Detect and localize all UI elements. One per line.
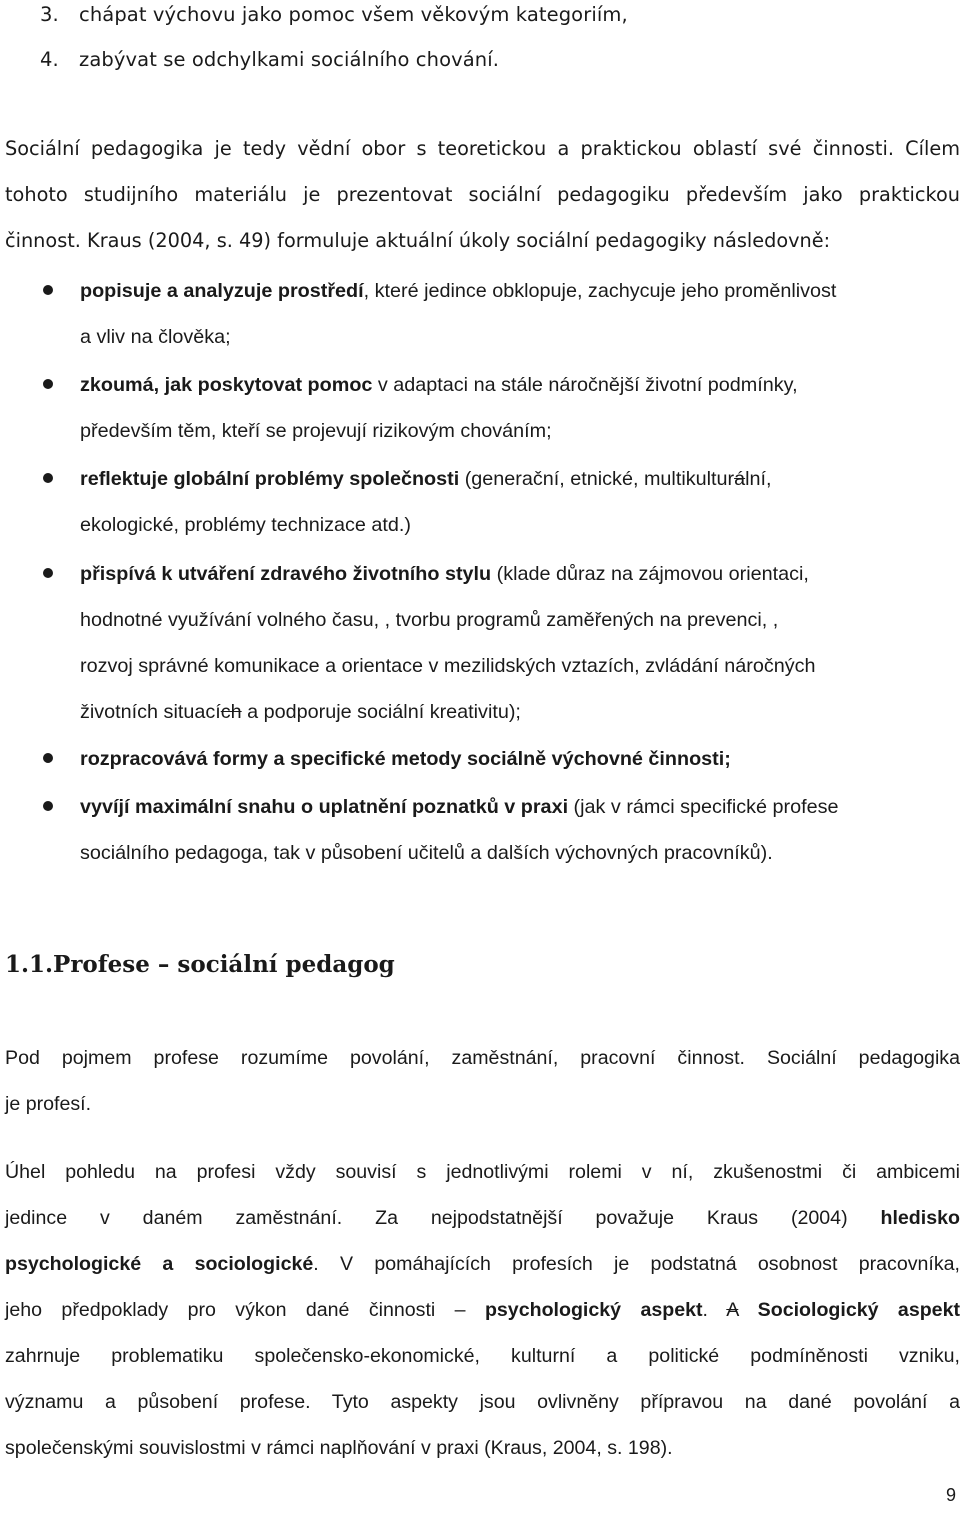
- bullet-icon: [43, 473, 53, 483]
- bullet-text: rozvoj správné komunikace a orientace v mezilidských vztazích, zvládání náročných: [80, 655, 816, 677]
- bullet-text: a podporuje sociální kreativitu);: [241, 701, 521, 723]
- bullet-text: (generační, etnické, multikultur: [459, 468, 735, 490]
- list-item: [40, 48, 499, 71]
- list-text: zabývat se odchylkami sociálního chování.: [79, 48, 500, 71]
- text-line: významu a působení profese. Tyto aspekty jsou ovlivněny přípravou na dané povolání a: [5, 1391, 960, 1413]
- bullet-text: především těm, kteří se projevují rizikovým chováním;: [80, 420, 552, 442]
- bullet-text: (jak v rámci specifické profese: [568, 796, 839, 818]
- bold-text: psychologický aspekt: [484, 1299, 703, 1321]
- bullet-bold: reflektuje globální problémy společnosti: [80, 468, 460, 490]
- bullet-bold: vyvíjí maximální snahu o uplatnění poznatků v praxi: [80, 796, 569, 818]
- text-line: Úhel pohledu na profesi vždy souvisí s jednotlivými rolemi v ní, zkušenostmi či ambicemi: [5, 1161, 960, 1183]
- text-line: společenskými souvislostmi v rámci naplňování v praxi (Kraus, 2004, s. 198).: [5, 1437, 673, 1459]
- text-line: tohoto studijního materiálu je prezentovat sociální pedagogiku především jako praktickou: [5, 183, 960, 206]
- struck-text: A: [726, 1299, 739, 1321]
- text-line: .: [702, 1299, 727, 1321]
- bullet-text: sociálního pedagoga, tak v působení učitelů a dalších výchovných pracovníků).: [80, 842, 773, 864]
- bullet-bold: zkoumá, jak poskytovat pomoc: [80, 374, 373, 396]
- intro-paragraph: [5, 126, 960, 264]
- bullet-text: hodnotné využívání volného času, , tvorbu programů zaměřených na prevenci, ,: [80, 609, 779, 631]
- bullet-icon: [43, 285, 53, 295]
- bullet-bold: popisuje a analyzuje prostředí: [80, 280, 364, 302]
- bold-text: psychologické a sociologické: [5, 1253, 314, 1275]
- bullet-text: v adaptaci na stále náročnější životní podmínky,: [372, 374, 798, 396]
- text-line: [738, 1299, 757, 1321]
- text-line: je profesí.: [5, 1093, 92, 1115]
- struck-text: á: [734, 468, 746, 490]
- struck-text: ch: [220, 701, 242, 723]
- section-heading: 1.1.Profese – sociální pedagog: [5, 951, 395, 978]
- page-number: 9: [946, 1485, 957, 1505]
- text-line: jedince v daném zaměstnání. Za nejpodstatnější považuje Kraus (2004): [5, 1207, 881, 1229]
- list-number: 3.: [40, 3, 59, 26]
- paragraph: [5, 1035, 960, 1127]
- list-number: 4.: [40, 48, 59, 71]
- text-line: Pod pojmem profese rozumíme povolání, zaměstnání, pracovní činnost. Sociální pedagogika: [5, 1047, 960, 1069]
- text-line: činnost. Kraus (2004, s. 49) formuluje aktuální úkoly sociální pedagogiky následovně:: [5, 229, 831, 252]
- paragraph: [5, 1149, 960, 1471]
- bullet-text: a vliv na člověka;: [80, 326, 231, 348]
- bullet-text: lní,: [745, 468, 772, 490]
- text-line: jeho předpoklady pro výkon dané činnosti –: [5, 1299, 485, 1321]
- bold-text: Sociologický aspekt: [757, 1299, 960, 1321]
- bold-text: hledisko: [880, 1207, 960, 1229]
- bullet-text: ekologické, problémy technizace atd.): [80, 514, 411, 536]
- bullet-icon: [43, 753, 53, 763]
- bullet-text: (klade důraz na zájmovou orientaci,: [491, 563, 809, 585]
- list-item: [40, 3, 628, 26]
- bullet-text: , které jedince obklopuje, zachycuje jeho proměnlivost: [363, 280, 837, 302]
- bullet-bold: rozpracovává formy a specifické metody sociálně výchovné činnosti;: [80, 748, 731, 770]
- bullet-icon: [43, 801, 53, 811]
- text-line: zahrnuje problematiku společensko-ekonomické, kulturní a politické podmíněnosti vzniku,: [5, 1345, 960, 1367]
- text-line: Sociální pedagogika je tedy vědní obor s teoretickou a praktickou oblastí své činnosti. Cílem: [5, 137, 960, 160]
- bullet-icon: [43, 568, 53, 578]
- bullet-icon: [43, 379, 53, 389]
- text-line: . V pomáhajících profesích je podstatná osobnost pracovníka,: [313, 1253, 960, 1275]
- bullet-text: životních situací: [80, 701, 221, 723]
- bullet-bold: přispívá k utváření zdravého životního stylu: [80, 563, 492, 585]
- list-text: chápat výchovu jako pomoc všem věkovým kategoriím,: [79, 3, 628, 26]
